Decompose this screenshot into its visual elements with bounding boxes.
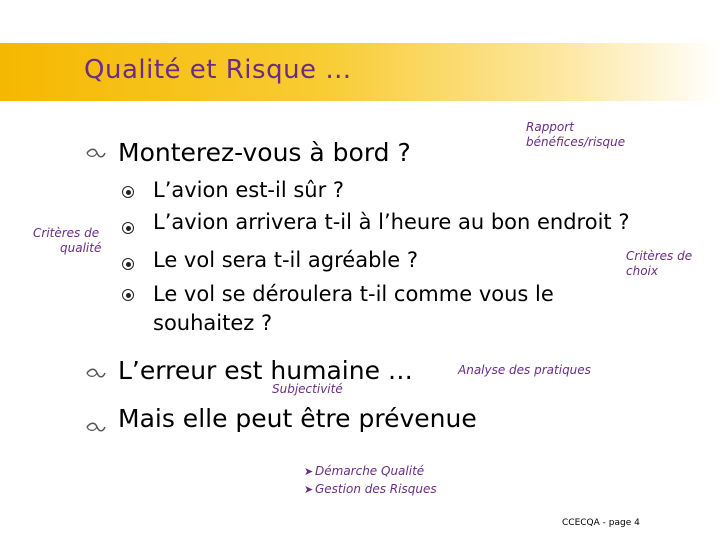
note-rapport: Rapport bbox=[526, 120, 574, 134]
filled-circle-icon bbox=[122, 186, 134, 198]
note-analyse: Analyse des pratiques bbox=[458, 363, 591, 377]
note-gestion: Gestion des Risques bbox=[315, 482, 437, 496]
slide-title: Qualité et Risque … bbox=[84, 55, 352, 85]
arrowhead-icon: ➤ bbox=[304, 483, 314, 496]
note-rapport-2: bénéfices/risque bbox=[526, 135, 626, 149]
bullet-prevenue: Mais elle peut être prévenue bbox=[118, 404, 477, 433]
sub-item-heure: L’avion arrivera t-il à l’heure au bon endroit ? bbox=[153, 210, 630, 234]
sub-item-souhaitez-1: Le vol se déroulera t-il comme vous le bbox=[153, 282, 554, 306]
bookmark-ribbon-icon bbox=[86, 421, 106, 433]
note-criteres-choix-2: choix bbox=[626, 264, 658, 278]
bookmark-ribbon-icon bbox=[86, 367, 106, 379]
filled-circle-icon bbox=[122, 222, 134, 234]
sub-item-sur: L’avion est-il sûr ? bbox=[153, 178, 345, 202]
filled-circle-icon bbox=[122, 289, 134, 301]
sub-item-souhaitez-2: souhaitez ? bbox=[153, 311, 273, 335]
bullet-erreur: L’erreur est humaine … bbox=[118, 356, 413, 385]
footer-page: CCECQA - page 4 bbox=[562, 518, 640, 528]
arrowhead-icon: ➤ bbox=[304, 465, 314, 478]
note-criteres-choix: Critères de bbox=[626, 249, 693, 263]
bullet-monterez: Monterez-vous à bord ? bbox=[118, 138, 411, 167]
bookmark-ribbon-icon bbox=[86, 147, 106, 159]
note-criteres-qualite: Critères de bbox=[33, 226, 100, 240]
note-demarche: Démarche Qualité bbox=[315, 464, 425, 478]
filled-circle-icon bbox=[122, 258, 134, 270]
note-criteres-qualite-2: qualité bbox=[60, 241, 102, 255]
sub-item-agreable: Le vol sera t-il agréable ? bbox=[153, 248, 418, 272]
note-subjectivite: Subjectivité bbox=[272, 382, 343, 396]
